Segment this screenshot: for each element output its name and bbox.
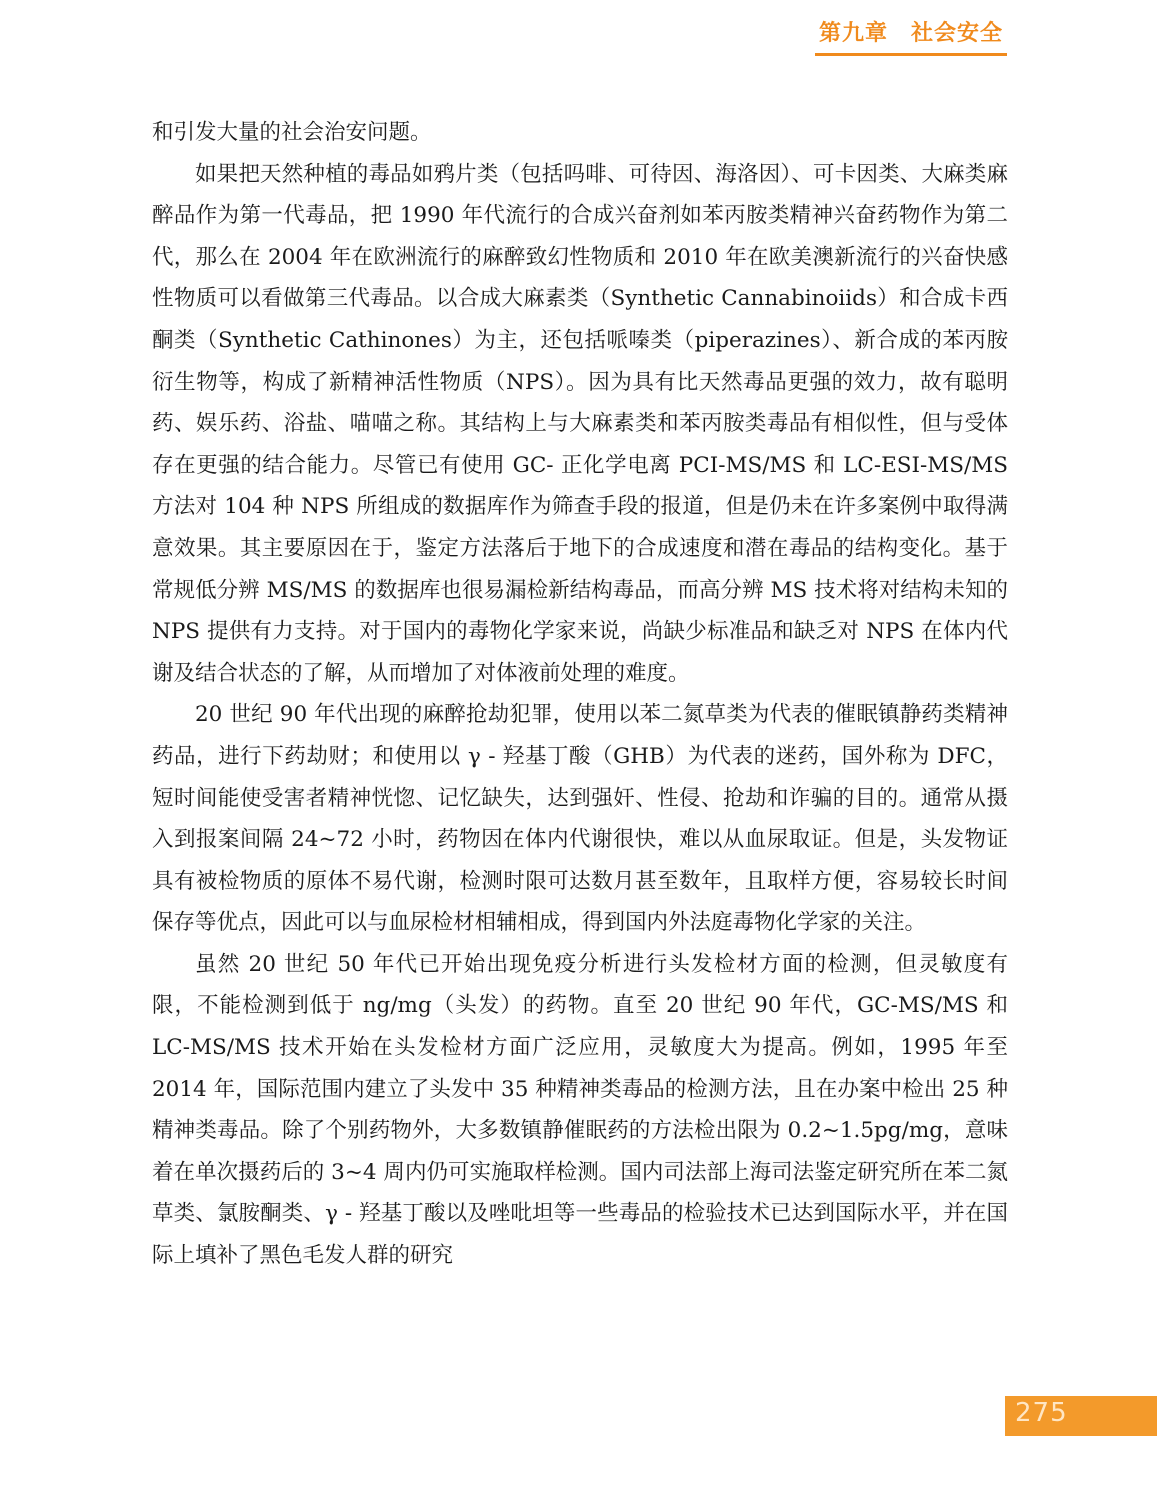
page-number-box — [1005, 1396, 1157, 1436]
page-number: 275 — [1015, 1398, 1068, 1428]
paragraph-nps: 如果把天然种植的毒品如鸦片类（包括吗啡、可待因、海洛因）、可卡因类、大麻类麻醉品作为第一代毒品，把 1990 年代流行的合成兴奋剂如苯丙胺类精神兴奋药物作为第二代，那么在 2004 年在欧洲流行的麻醉致幻性物质和 2010 年在欧美澳新流行的兴奋快感性物质可以看做第三代毒品。以合成大麻素类（Synthetic Cannabinoiids）和合成卡西酮类（Synthetic Cathinones）为主，还包括哌嗪类（piperazines）、新合成的苯丙胺衍生物等，构成了新精神活性物质（NPS）。因为具有比天然毒品更强的效力，故有聪明药、娱乐药、浴盐、喵喵之称。其结构上与大麻素类和苯丙胺类毒品有相似性，但与受体存在更强的结合能力。尽管已有使用 GC- 正化学电离 PCI-MS/MS 和 LC-ESI-MS/MS 方法对 104 种 NPS 所组成的数据库作为筛查手段的报道，但是仍未在许多案例中取得满意效果。其主要原因在于，鉴定方法落后于地下的合成速度和潜在毒品的结构变化。基于常规低分辨 MS/MS 的数据库也很易漏检新结构毒品，而高分辨 MS 技术将对结构未知的 NPS 提供有力支持。对于国内的毒物化学家来说，尚缺少标准品和缺乏对 NPS 在体内代谢及结合状态的了解，从而增加了对体液前处理的难度。 — [152, 161, 1008, 686]
header-underline — [815, 53, 1007, 56]
paragraph-hair-testing: 虽然 20 世纪 50 年代已开始出现免疫分析进行头发检材方面的检测，但灵敏度有限，不能检测到低于 ng/mg（头发）的药物。直至 20 世纪 90 年代，GC-MS/MS 和 LC-MS/MS 技术开始在头发检材方面广泛应用，灵敏度大为提高。例如，1995 年至 2014 年，国际范围内建立了头发中 35 种精神类毒品的检测方法，且在办案中检出 25 种精神类毒品。除了个别药物外，大多数镇静催眠药的方法检出限为 0.2~1.5pg/mg，意味着在单次摄药后的 3~4 周内仍可实施取样检测。国内司法部上海司法鉴定研究所在苯二氮草类、氯胺酮类、γ - 羟基丁酸以及唑吡坦等一些毒品的检验技术已达到国际水平，并在国际上填补了黑色毛发人群的研究 — [152, 951, 1008, 1269]
chapter-title: 第九章 社会安全 — [818, 21, 1003, 46]
paragraph-continuation: 和引发大量的社会治安问题。 — [152, 120, 432, 145]
running-header — [815, 16, 1007, 56]
body-text — [152, 112, 1008, 1277]
paragraph-dfc: 20 世纪 90 年代出现的麻醉抢劫犯罪，使用以苯二氮草类为代表的催眠镇静药类精神药品，进行下药劫财；和使用以 γ - 羟基丁酸（GHB）为代表的迷药，国外称为 DFC，短时间能使受害者精神恍惚、记忆缺失，达到强奸、性侵、抢劫和诈骗的目的。通常从摄入到报案间隔 24~72 小时，药物因在体内代谢很快，难以从血尿取证。但是，头发物证具有被检物质的原体不易代谢，检测时限可达数月甚至数年，且取样方便，容易较长时间保存等优点，因此可以与血尿检材相辅相成，得到国内外法庭毒物化学家的关注。 — [152, 702, 1008, 936]
